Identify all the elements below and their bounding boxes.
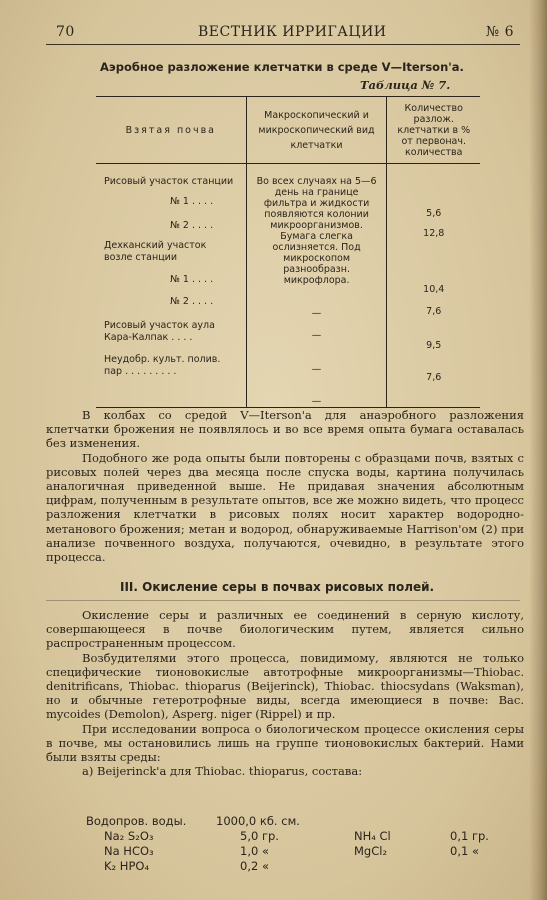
value-dekhkan-2: 7,6	[426, 306, 442, 317]
table-number: Таблица № 7.	[360, 78, 451, 92]
amount-nh4cl: 0,1 гр.	[450, 829, 489, 843]
data-table	[96, 96, 480, 408]
section-rule	[46, 600, 520, 601]
soil-karakalpak: Рисовый участок аула Кара-Калпак . . . .	[104, 320, 215, 343]
header-rule	[46, 44, 520, 45]
page-number: 70	[56, 24, 75, 40]
soil-rice-station: Рисовый участок станции	[104, 176, 234, 187]
journal-title: ВЕСТНИК ИРРИГАЦИИ	[198, 24, 387, 40]
soil-column	[96, 164, 246, 408]
paragraph-agents: Возбудителями этого процесса, повидимому, являются не только специфические тионовокислые автотрофные микроорганизмы—Thiobac. denitrificans, Thiobac. thioparus (Beijerinck), Thiobac. thiocsydans (Waksman), но и обычные гетеротрофные виды, всегда имеющиеся в почве: Bac. mycoides (Demolon), Asperg. niger (Rippel) и пр.	[46, 650, 524, 722]
dash-4: —	[311, 396, 322, 407]
soil-dekhkan: Дехканский участок возле станции	[104, 240, 207, 263]
value-rice-2: 12,8	[423, 228, 445, 239]
soil-sub-1: № 1 . . . .	[170, 196, 214, 207]
section-text	[46, 608, 524, 778]
reagent-nh4cl: NH₄ Cl	[354, 829, 391, 843]
reagent-na2s2o3: Na₂ S₂O₃	[104, 829, 154, 843]
amount-nahco3: 1,0 «	[240, 844, 269, 858]
value-rice-1: 5,6	[426, 208, 442, 219]
paragraph-anaerobic: В колбах со средой V—Iterson'a для анаэробного разложения клетчатки брожения не появлялось и во все время опыта бумага оставалась без изменения.	[46, 408, 524, 451]
paragraph-method: При исследовании вопроса о биологическом процессе окисления серы в почве, мы остановились лишь на группе тионовокислых бактерий. Нами были взяты среды:	[46, 721, 524, 765]
value-karakalpak: 9,5	[426, 340, 442, 351]
results-text	[46, 408, 524, 564]
paragraph-medium-a: а) Beijerinck'a для Thiobac. thioparus, состава:	[82, 764, 363, 779]
header-amount: Количество разлож. клетчатки в % от первонач. количества	[387, 97, 480, 164]
amount-k2hpo4: 0,2 «	[240, 859, 269, 873]
micro-description: Во всех случаях на 5—6 день на границе фильтра и жидкости появляются колонии микроорганизмов. Бумага слегка ослизняется. Под микроскопом разнообразн. микрофлора.	[256, 176, 377, 286]
reagent-k2hpo4: K₂ HPO₄	[104, 859, 150, 873]
value-fallow: 7,6	[426, 372, 442, 383]
page-header	[48, 22, 518, 44]
page-edge-shadow	[529, 0, 547, 900]
dash-2: —	[311, 330, 322, 341]
soil-sub-3: № 1 . . . .	[170, 274, 214, 285]
reagent-nahco3: Na HCO₃	[104, 844, 154, 858]
amount-column	[387, 164, 480, 408]
soil-sub-4: № 2 . . . .	[170, 296, 214, 307]
soil-sub-2: № 2 . . . .	[170, 220, 214, 231]
amount-na2s2o3: 5,0 гр.	[240, 829, 279, 843]
micro-column	[246, 164, 387, 408]
medium-formula	[86, 814, 520, 874]
section-title: III. Окисление серы в почвах рисовых полей.	[120, 580, 435, 594]
reagent-mgcl2: MgCl₂	[354, 844, 388, 858]
header-micro: Макроскопический и микроскопический вид клетчатки	[246, 97, 387, 164]
water-label: Водопров. воды.	[86, 814, 187, 828]
value-dekhkan-1: 10,4	[423, 284, 445, 295]
table-title: Аэробное разложение клетчатки в среде V—Iterson'a.	[100, 60, 464, 74]
paragraph-oxidation: Окисление серы и различных ее соединений в серную кислоту, совершающееся в почве биологическим путем, является сильно распространенным процессом.	[46, 608, 524, 651]
issue-number: № 6	[485, 24, 514, 40]
dash-3: —	[311, 364, 322, 375]
water-amount: 1000,0 кб. см.	[216, 814, 300, 828]
amount-mgcl2: 0,1 «	[450, 844, 479, 858]
paragraph-repeat: Подобного же рода опыты были повторены с образцами почв, взятых с рисовых полей через два месяца после спуска воды, картина получилась аналогичная приведенной выше. Не придавая значения абсолютным цифрам, полученным в результате опытов, все же можно видеть, что процесс разложения клетчатки в рисовых полях носит характер водородно-метанового брожения; метан и водород, обнаруживаемые Harrison'ом (2) при анализе почвенного воздуха, получаются, очевидно, в результате этого процесса.	[46, 450, 524, 565]
header-soil: Взятая почва	[96, 97, 246, 164]
soil-fallow: Неудобр. культ. полив. пар . . . . . . . . .	[104, 354, 221, 377]
dash-1: —	[311, 308, 322, 319]
